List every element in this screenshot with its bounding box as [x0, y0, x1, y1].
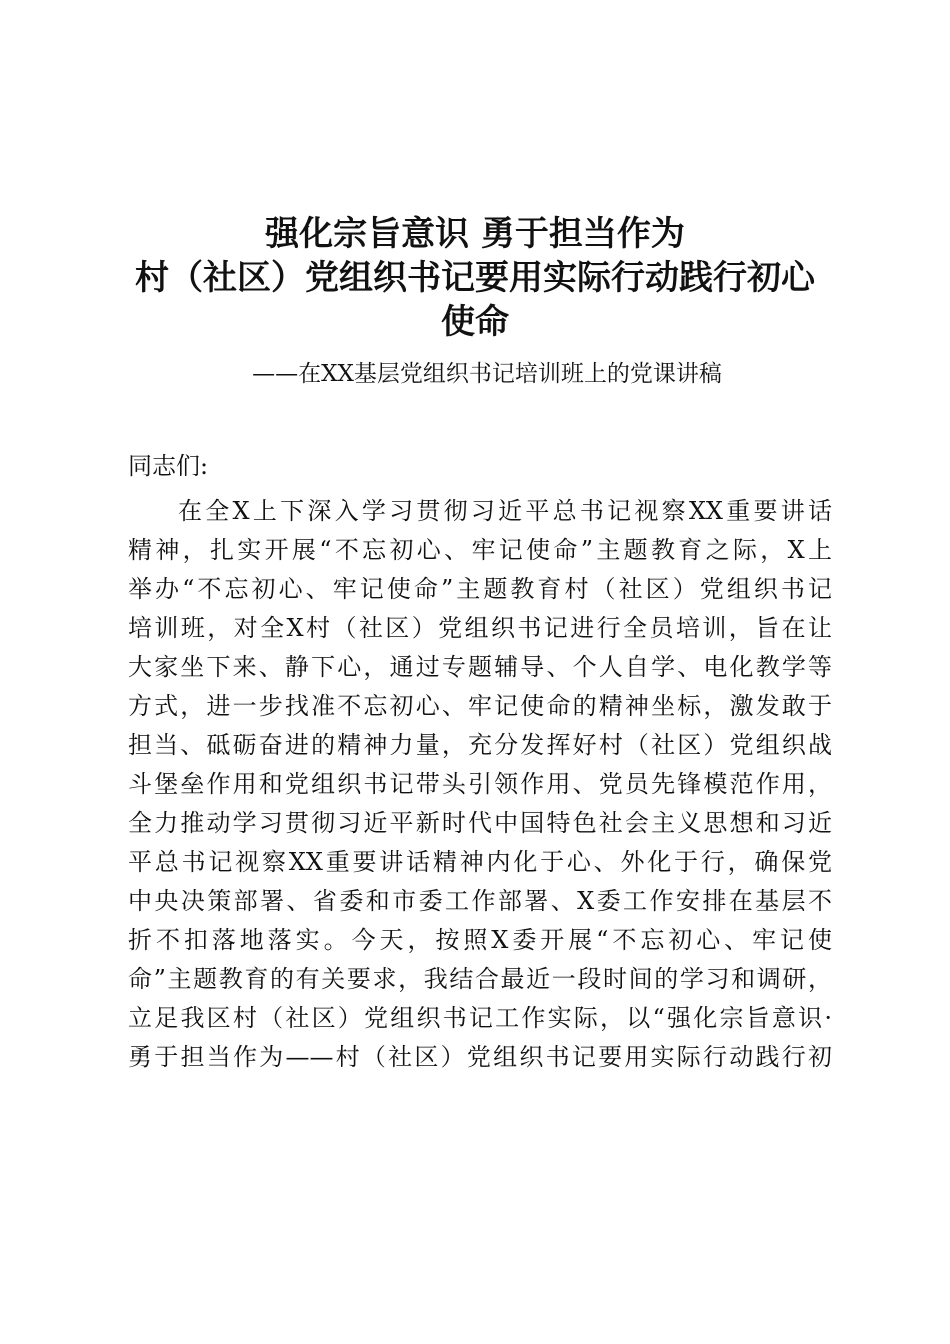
paragraph-line: 折不扣落地落实。今天，按照X委开展“不忘初心、牢记使 — [128, 926, 832, 954]
paragraph-line: 全力推动学习贯彻习近平新时代中国特色社会主义思想和习近 — [128, 809, 832, 837]
paragraph-line: 方式，进一步找准不忘初心、牢记使命的精神坐标，激发敢于 — [128, 692, 832, 720]
paragraph-line: 举办“不忘初心、牢记使命”主题教育村（社区）党组织书记 — [128, 575, 832, 603]
document-subtitle — [0, 358, 950, 390]
document-title — [0, 212, 950, 344]
paragraph-line: 在全X上下深入学习贯彻习近平总书记视察XX重要讲话 — [178, 497, 832, 525]
paragraph-line: 斗堡垒作用和党组织书记带头引领作用、党员先锋模范作用， — [128, 770, 832, 798]
paragraph-line: 命”主题教育的有关要求，我结合最近一段时间的学习和调研， — [128, 965, 832, 993]
title-line-1: 强化宗旨意识 勇于担当作为 — [265, 214, 685, 254]
document-body — [128, 448, 832, 1077]
paragraph-line: 培训班，对全X村（社区）党组织书记进行全员培训，旨在让 — [128, 614, 832, 642]
paragraph-line: 大家坐下来、静下心，通过专题辅导、个人自学、电化教学等 — [128, 653, 832, 681]
salutation: 同志们: — [128, 452, 209, 480]
paragraph-line: 立足我区村（社区）党组织书记工作实际，以“强化宗旨意识· — [128, 1004, 832, 1032]
title-line-2: 村（社区）党组织书记要用实际行动践行初心 — [135, 258, 815, 298]
subtitle-text: ——在XX基层党组织书记培训班上的党课讲稿 — [252, 361, 722, 387]
paragraph — [128, 492, 832, 1077]
title-line-3: 使命 — [441, 302, 509, 342]
paragraph-line: 担当、砥砺奋进的精神力量，充分发挥好村（社区）党组织战 — [128, 731, 832, 759]
paragraph-line: 精神，扎实开展“不忘初心、牢记使命”主题教育之际，X上 — [128, 536, 832, 564]
paragraph-line: 中央决策部署、省委和市委工作部署、X委工作安排在基层不 — [128, 887, 832, 915]
paragraph-line: 勇于担当作为——村（社区）党组织书记要用实际行动践行初 — [128, 1043, 832, 1071]
paragraph-line: 平总书记视察XX重要讲话精神内化于心、外化于行，确保党 — [128, 848, 832, 876]
